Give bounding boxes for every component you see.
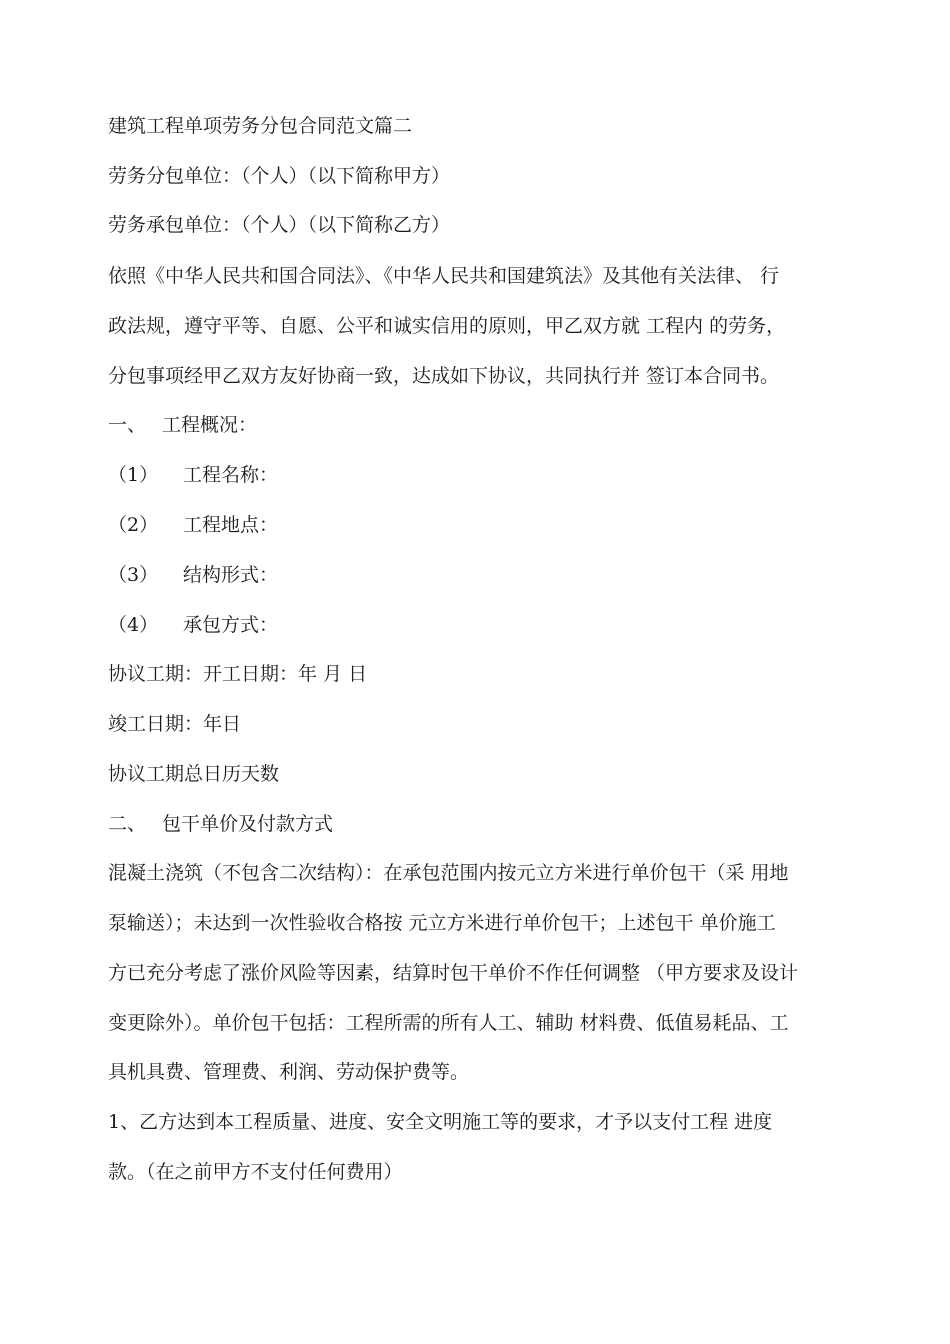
- item-2-label: 工程地点：: [183, 514, 279, 536]
- intro-line-2: 政法规，遵守平等、自愿、公平和诚实信用的原则，甲乙双方就 工程内 的劳务，: [108, 315, 786, 337]
- item-4-label: 承包方式：: [183, 614, 279, 636]
- section-2-title: 包干单价及付款方式: [162, 813, 334, 835]
- item-3-number: （3）: [108, 564, 159, 586]
- section-1-number: 一、: [108, 414, 147, 436]
- intro-line-1: 依照《中华人民共和国合同法》、《中华人民共和国建筑法》及其他有关法律、 行: [108, 265, 780, 287]
- period-end-line: 竣工日期：年日: [108, 713, 242, 735]
- item-3-label: 结构形式：: [183, 564, 279, 586]
- concrete-line-3: 方已充分考虑了涨价风险等因素，结算时包干单价不作任何调整 （甲方要求及设计: [108, 962, 799, 984]
- item-1-number: （1）: [108, 464, 159, 486]
- party-a-line: 劳务分包单位：（个人）（以下简称甲方）: [108, 165, 451, 187]
- concrete-line-5: 具机具费、管理费、利润、劳动保护费等。: [108, 1061, 470, 1083]
- section-1-title: 工程概况：: [162, 414, 258, 436]
- section-2-number: 二、: [108, 813, 147, 835]
- payment-line-1: 1、乙方达到本工程质量、进度、安全文明施工等的要求，才予以支付工程 进度: [108, 1111, 773, 1133]
- concrete-line-4: 变更除外）。单价包干包括：工程所需的所有人工、辅助 材料费、低值易耗品、工: [108, 1012, 789, 1034]
- item-2-number: （2）: [108, 514, 159, 536]
- period-total-line: 协议工期总日历天数: [108, 763, 280, 785]
- concrete-line-2: 泵输送）；未达到一次性验收合格按 元立方米进行单价包干；上述包干 单价施工: [108, 912, 776, 934]
- concrete-line-1: 混凝土浇筑（不包含二次结构）：在承包范围内按元立方米进行单价包干（采 用地: [108, 862, 789, 884]
- period-start-line: 协议工期：开工日期：年 月 日: [108, 663, 368, 685]
- item-1-label: 工程名称：: [183, 464, 279, 486]
- party-b-line: 劳务承包单位：（个人）（以下简称乙方）: [108, 214, 451, 236]
- item-4-number: （4）: [108, 614, 159, 636]
- intro-line-3: 分包事项经甲乙双方友好协商一致，达成如下协议，共同执行并 签订本合同书。: [108, 365, 780, 387]
- document-title: 建筑工程单项劳务分包合同范文篇二: [108, 115, 413, 137]
- payment-line-2: 款。（在之前甲方不支付任何费用）: [108, 1161, 403, 1183]
